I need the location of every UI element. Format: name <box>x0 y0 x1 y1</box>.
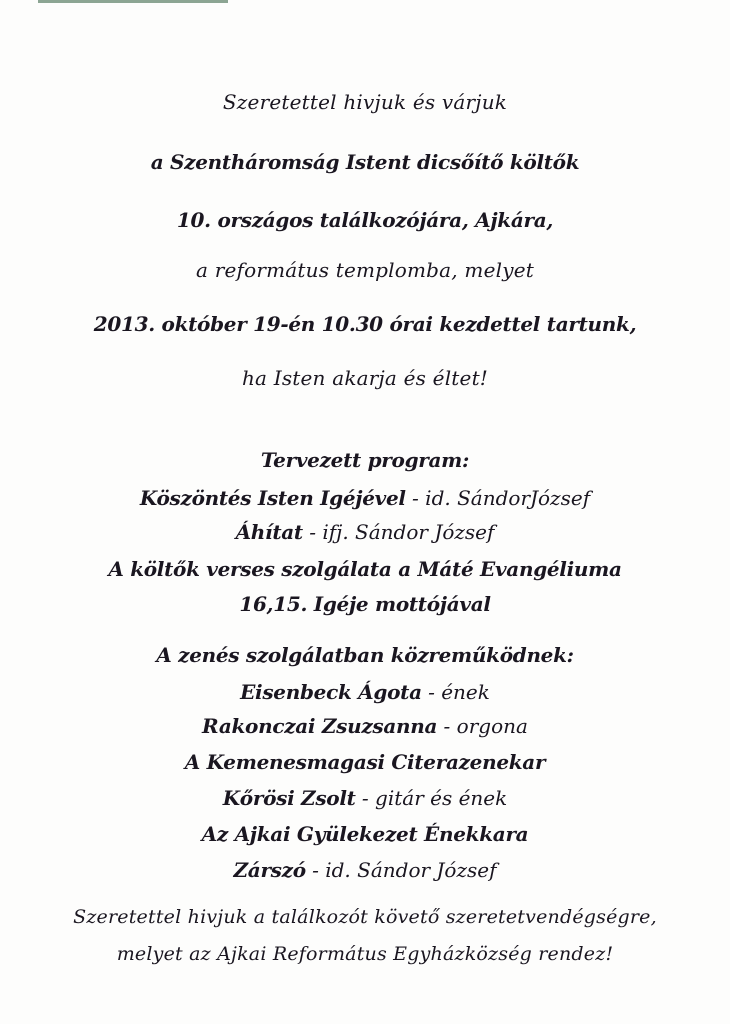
program-item <box>0 592 730 616</box>
performer-item <box>0 714 730 738</box>
performer-name: Az Ajkai Gyülekezet Énekkara <box>201 822 529 846</box>
scan-edge-mark <box>38 0 228 3</box>
performer-name: Kőrösi Zsolt <box>222 786 356 810</box>
performer-role: - ének <box>421 680 490 704</box>
performer-item <box>0 750 730 774</box>
program-item <box>0 486 730 510</box>
performer-name: Rakonczai Zsuzsanna <box>202 714 438 738</box>
intro-line-5: 2013. október 19-én 10.30 órai kezdettel tartunk, <box>93 312 637 336</box>
intro-line-2: a Szentháromság Istent dicsőítő költők <box>150 150 580 174</box>
performer-role: - orgona <box>437 714 528 738</box>
program-item <box>0 520 730 544</box>
program-item-detail: - id. SándorJózsef <box>405 486 591 510</box>
intro-line-4: a református templomba, melyet <box>196 258 534 282</box>
performer-item <box>0 680 730 704</box>
program-item <box>0 557 730 581</box>
program-item-title: Köszöntés Isten Igéjével <box>139 486 406 510</box>
performer-name: Zárszó <box>233 858 306 882</box>
performer-item <box>0 858 730 882</box>
intro-line-6: ha Isten akarja és éltet! <box>241 366 489 390</box>
performer-name: A Kemenesmagasi Citerazenekar <box>184 750 546 774</box>
intro-line-1: Szeretettel hivjuk és várjuk <box>222 90 508 114</box>
closing-line-1: Szeretettel hivjuk a találkozót követő szeretetvendégségre, <box>73 906 657 928</box>
intro-line-3: 10. országos találkozójára, Ajkára, <box>176 208 554 232</box>
performer-name: Eisenbeck Ágota <box>240 680 422 704</box>
performer-role: - id. Sándor József <box>305 858 497 882</box>
performer-item <box>0 822 730 846</box>
program-heading: Tervezett program: <box>260 448 470 472</box>
performer-item <box>0 786 730 810</box>
program-item-detail: - ifj. Sándor József <box>302 520 495 544</box>
performer-role: - gitár és ének <box>355 786 508 810</box>
program-item-title: A költők verses szolgálata a Máté Evangéliuma <box>108 557 622 581</box>
music-heading: A zenés szolgálatban közreműködnek: <box>156 643 574 667</box>
closing-line-2: melyet az Ajkai Református Egyházközség rendez! <box>116 943 614 965</box>
program-item-title: 16,15. Igéje mottójával <box>239 592 491 616</box>
program-item-title: Áhítat <box>235 520 303 544</box>
